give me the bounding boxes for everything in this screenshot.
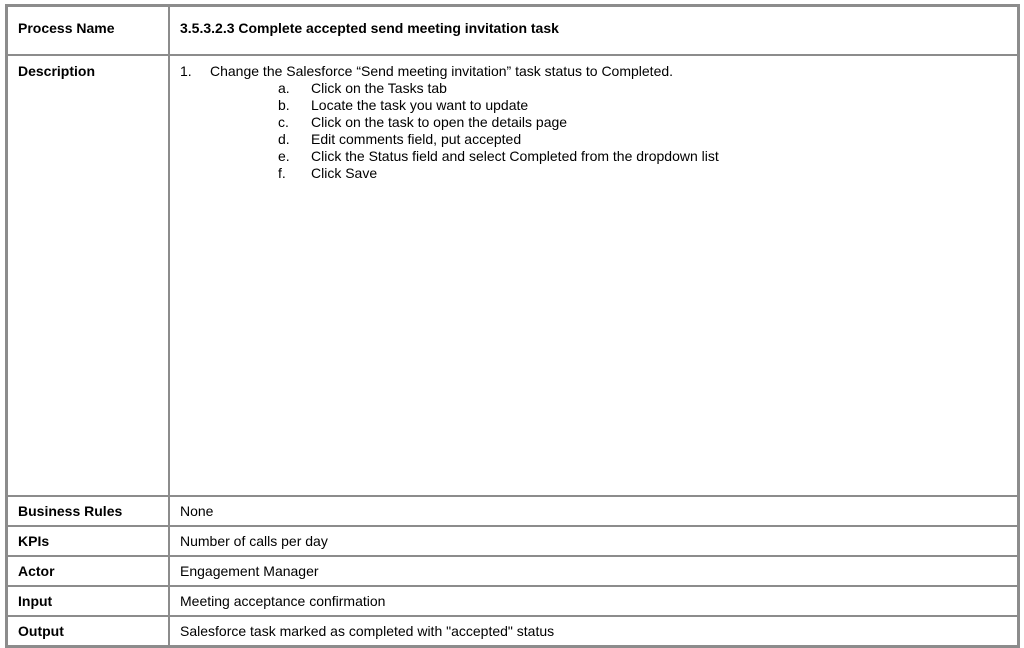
business-rules-row bbox=[7, 496, 1019, 526]
substep-text: Click the Status field and select Completed from the dropdown list bbox=[311, 148, 719, 164]
description-row bbox=[7, 55, 1019, 496]
substep-text: Click Save bbox=[311, 165, 378, 181]
output-row bbox=[7, 616, 1019, 647]
business-rules-label: Business Rules bbox=[7, 496, 170, 526]
substep-item bbox=[180, 148, 1017, 165]
business-rules-value: None bbox=[169, 496, 1019, 526]
actor-value: Engagement Manager bbox=[169, 556, 1019, 586]
actor-row bbox=[7, 556, 1019, 586]
substep-text: Click on the task to open the details page bbox=[311, 114, 568, 130]
input-value: Meeting acceptance confirmation bbox=[169, 586, 1019, 616]
output-label: Output bbox=[7, 616, 170, 647]
actor-label: Actor bbox=[7, 556, 170, 586]
substep-letter: e. bbox=[278, 148, 290, 164]
substep-text: Edit comments field, put accepted bbox=[311, 131, 522, 147]
process-name-row bbox=[7, 6, 1019, 56]
substep-letter: a. bbox=[278, 80, 290, 96]
kpis-value: Number of calls per day bbox=[169, 526, 1019, 556]
substep-letter: c. bbox=[278, 114, 289, 130]
description-value bbox=[169, 55, 1019, 496]
substep-letter: f. bbox=[278, 165, 286, 181]
process-name-label: Process Name bbox=[7, 6, 170, 56]
substep-item bbox=[180, 131, 1017, 148]
substep-text: Locate the task you want to update bbox=[311, 97, 529, 113]
substep-item bbox=[180, 80, 1017, 97]
description-label: Description bbox=[7, 55, 170, 496]
process-table bbox=[5, 4, 1020, 648]
substep-item bbox=[180, 114, 1017, 131]
step-text: Change the Salesforce “Send meeting invitation” task status to Completed. bbox=[210, 63, 674, 79]
input-label: Input bbox=[7, 586, 170, 616]
input-row bbox=[7, 586, 1019, 616]
substep-item bbox=[180, 165, 1017, 182]
substep-text: Click on the Tasks tab bbox=[311, 80, 447, 96]
output-value: Salesforce task marked as completed with "accepted" status bbox=[169, 616, 1019, 647]
kpis-label: KPIs bbox=[7, 526, 170, 556]
step-number: 1. bbox=[180, 63, 192, 79]
substep-item bbox=[180, 97, 1017, 114]
step-item bbox=[180, 63, 1017, 80]
substep-letter: b. bbox=[278, 97, 290, 113]
substep-letter: d. bbox=[278, 131, 290, 147]
process-name-value: 3.5.3.2.3 Complete accepted send meeting invitation task bbox=[169, 6, 1019, 56]
kpis-row bbox=[7, 526, 1019, 556]
